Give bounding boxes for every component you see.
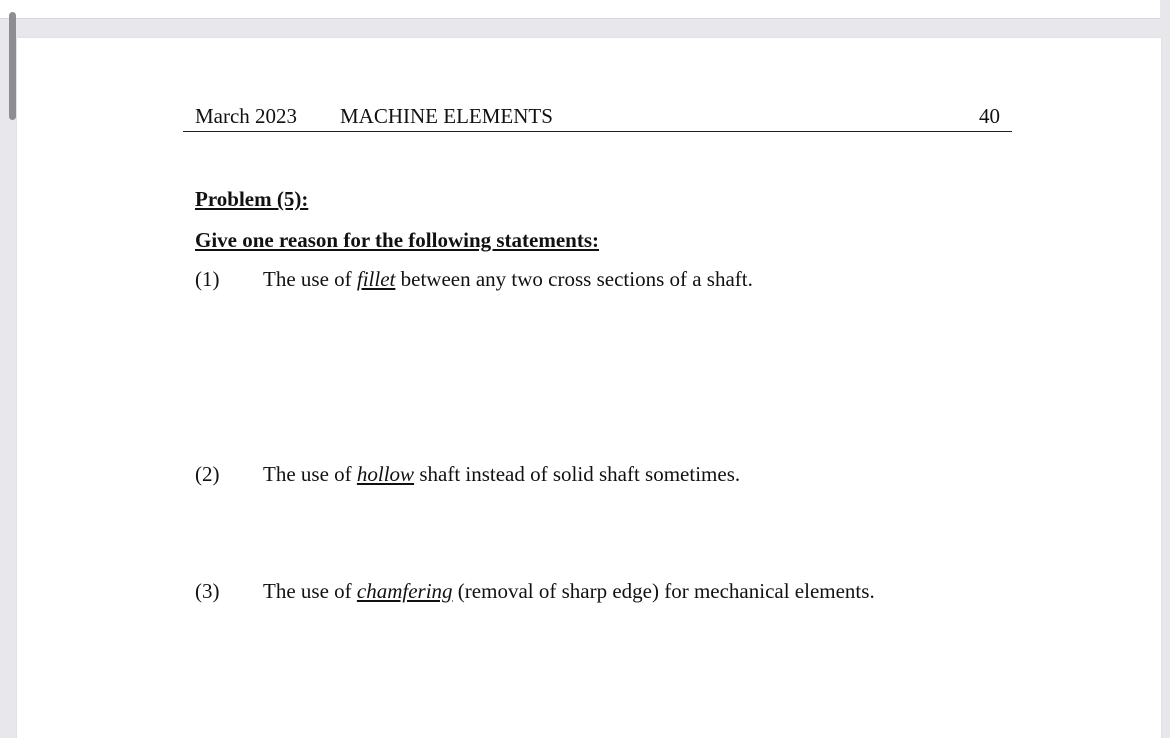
header-page-number: 40: [979, 104, 1000, 128]
document-page: [17, 38, 1161, 738]
previous-page-edge: [0, 0, 1160, 19]
statement-item-3: [195, 579, 875, 604]
statement-prefix: The use of: [263, 462, 357, 486]
header-title: MACHINE ELEMENTS: [340, 104, 553, 128]
problem-instruction: Give one reason for the following statements:: [195, 228, 600, 252]
statement-prefix: The use of: [263, 267, 357, 291]
statement-keyword: fillet: [356, 267, 396, 291]
statement-item-1: [195, 267, 753, 292]
statement-number: (2): [195, 462, 220, 486]
header-date: March 2023: [195, 104, 298, 128]
statement-suffix: between any two cross sections of a shaft.: [395, 267, 753, 291]
problem-title: Problem (5):: [195, 187, 309, 211]
statement-suffix: (removal of sharp edge) for mechanical elements.: [452, 579, 875, 603]
statement-keyword: chamfering: [356, 579, 453, 603]
vertical-scrollbar[interactable]: [9, 12, 16, 120]
statement-item-2: [195, 462, 740, 487]
statement-number: (3): [195, 579, 220, 603]
statement-keyword: hollow: [356, 462, 415, 486]
statement-suffix: shaft instead of solid shaft sometimes.: [414, 462, 741, 486]
page-header: [183, 102, 1012, 132]
statement-prefix: The use of: [263, 579, 357, 603]
statement-number: (1): [195, 267, 220, 291]
